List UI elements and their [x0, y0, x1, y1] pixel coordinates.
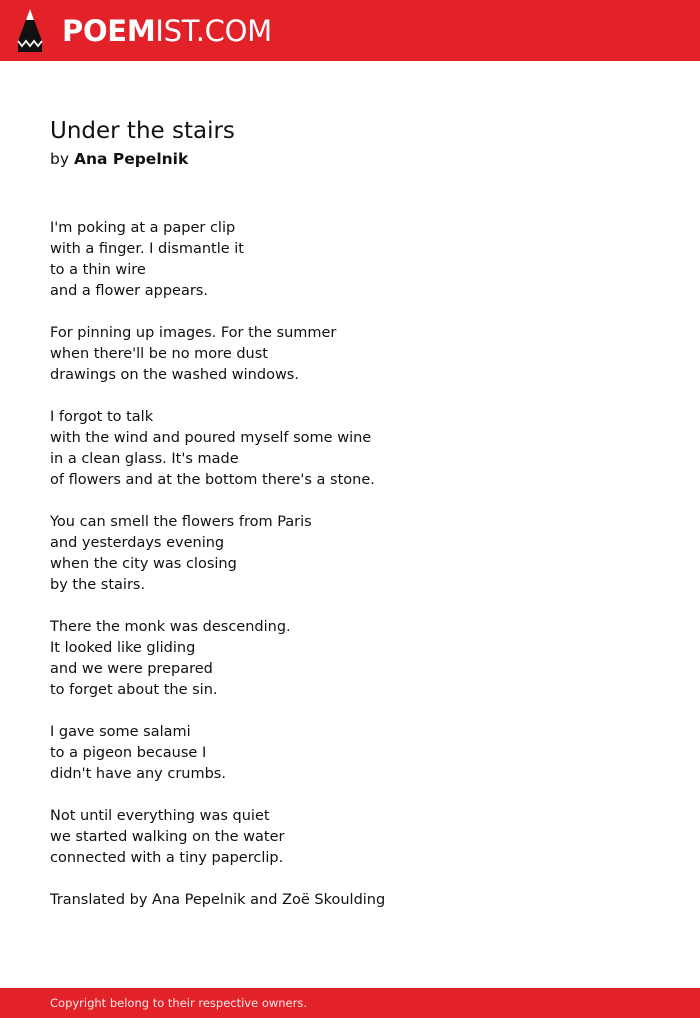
poem-line: when there'll be no more dust — [50, 346, 268, 362]
poem-line: to forget about the sin. — [50, 682, 218, 698]
poem-line: and we were prepared — [50, 661, 213, 677]
poem-stanza — [50, 722, 650, 785]
poem-stanza — [50, 407, 650, 491]
poem-stanza — [50, 617, 650, 701]
poem-line: in a clean glass. It's made — [50, 451, 239, 467]
poem-line: Translated by Ana Pepelnik and Zoë Skoulding — [50, 892, 386, 908]
poem-line: to a thin wire — [50, 262, 146, 278]
poem-line: It looked like gliding — [50, 640, 196, 656]
poem-stanza — [50, 323, 650, 386]
poem-line: with the wind and poured myself some wine — [50, 430, 372, 446]
logo-regular-text: IST.COM — [155, 14, 272, 48]
poem-line: with a finger. I dismantle it — [50, 241, 244, 257]
site-header — [0, 0, 700, 61]
poem-line: drawings on the washed windows. — [50, 367, 299, 383]
poem-stanza — [50, 890, 650, 911]
author-name: Ana Pepelnik — [73, 150, 189, 168]
poem-line: connected with a tiny paperclip. — [50, 850, 284, 866]
poem-line: I'm poking at a paper clip — [50, 220, 236, 236]
poem-line: we started walking on the water — [50, 829, 285, 845]
poem-line: Not until everything was quiet — [50, 808, 270, 824]
site-logo[interactable] — [62, 13, 272, 49]
poem-line: I forgot to talk — [50, 409, 154, 425]
poem-line: didn't have any crumbs. — [50, 766, 226, 782]
byline — [50, 148, 188, 170]
poem-stanza — [50, 218, 650, 302]
poem-line: You can smell the flowers from Paris — [50, 514, 312, 530]
poem-line: I gave some salami — [50, 724, 191, 740]
copyright-text: Copyright belong to their respective owners. — [50, 996, 308, 1010]
poem-stanza — [50, 512, 650, 596]
poem-line: and yesterdays evening — [50, 535, 225, 551]
poem-line: when the city was closing — [50, 556, 237, 572]
poem-line: and a flower appears. — [50, 283, 208, 299]
poem-line: For pinning up images. For the summer — [50, 325, 337, 341]
poem-body — [50, 218, 650, 932]
pencil-icon — [16, 9, 44, 53]
poem-line: There the monk was descending. — [50, 619, 291, 635]
site-footer — [0, 988, 700, 1018]
logo-bold-text: POEM — [62, 14, 156, 48]
poem-stanza — [50, 806, 650, 869]
poem-line: to a pigeon because I — [50, 745, 207, 761]
poem-line: by the stairs. — [50, 577, 146, 593]
poem-line: of flowers and at the bottom there's a stone. — [50, 472, 375, 488]
poem-title: Under the stairs — [50, 118, 235, 144]
by-label: by — [50, 150, 70, 168]
